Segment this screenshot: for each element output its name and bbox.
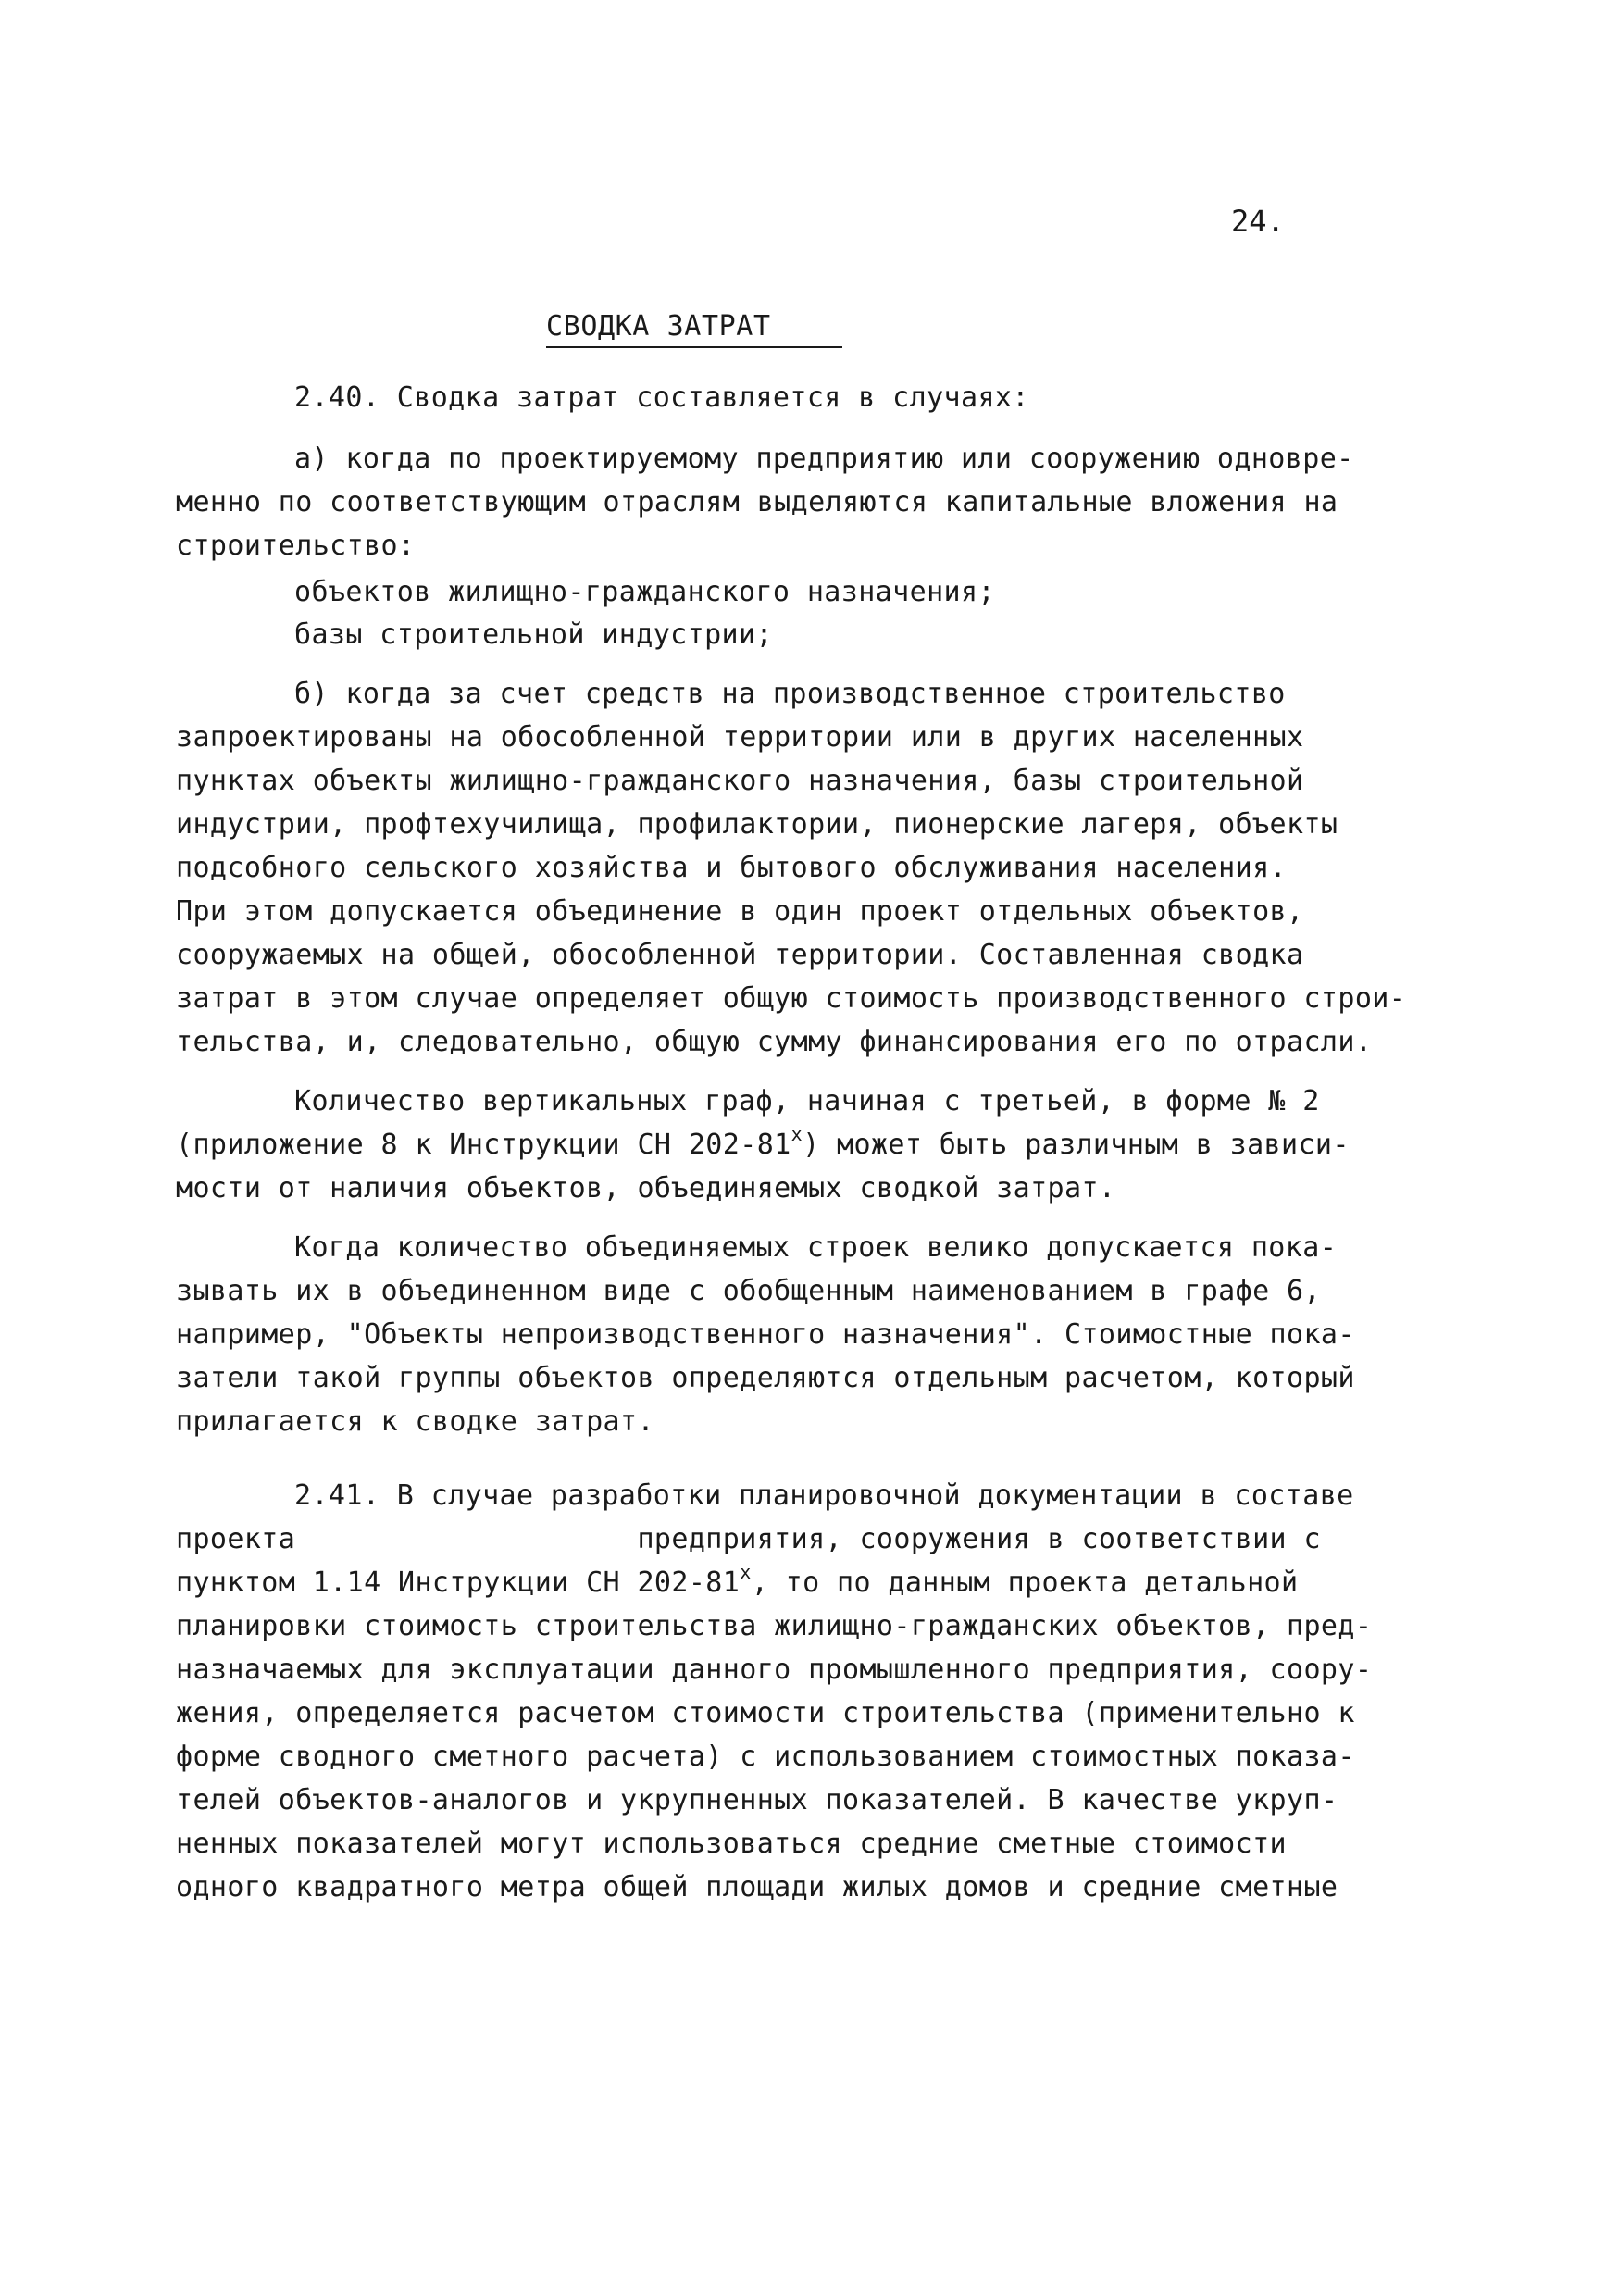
text-line: форме сводного сметного расчета) с использованием стоимостных показа- <box>176 1741 1355 1773</box>
text-line: б) когда за счет средств на производственное строительство <box>294 678 1286 710</box>
superscript: х <box>790 1123 803 1145</box>
text-line: Количество вертикальных граф, начиная с третьей, в форме № 2 <box>294 1085 1320 1117</box>
text-line: сооружаемых на общей, обособленной территории. Составленная сводка <box>176 939 1304 971</box>
text-line: мости от наличия объектов, объединяемых сводкой затрат. <box>176 1172 1116 1204</box>
text-line: затрат в этом случае определяет общую стоимость производственного строи- <box>176 982 1407 1015</box>
text-line: а) когда по проектируемому предприятию или сооружению одновре- <box>294 443 1354 475</box>
text-line: например, "Объекты непроизводственного назначения". Стоимостные пока- <box>176 1318 1355 1351</box>
text-line: объектов жилищно-гражданского назначения; <box>294 576 995 608</box>
text-line: индустрии, профтехучилища, профилактории, пионерские лагеря, объекты <box>176 808 1338 841</box>
text-line: одного квадратного метра общей площади жилых домов и средние сметные <box>176 1871 1338 1903</box>
text-line: подсобного сельского хозяйства и бытового обслуживания населения. <box>176 852 1287 884</box>
text-line: 2.41. В случае разработки планировочной документации в составе <box>294 1479 1354 1512</box>
text-line: проекта предприятия, сооружения в соответствии с <box>176 1523 1321 1555</box>
text-line: планировки стоимость строительства жилищно-гражданских объектов, пред- <box>176 1610 1373 1642</box>
section-heading: СВОДКА ЗАТРАТ <box>546 310 771 343</box>
page-number: 24. <box>1231 204 1285 239</box>
text-line: прилагается к сводке затрат. <box>176 1405 654 1438</box>
text-segment: , то по данным проекта детальной <box>751 1566 1299 1599</box>
text-line: запроектированы на обособленной территории или в других населенных <box>176 721 1304 754</box>
superscript: х <box>740 1561 752 1583</box>
text-line: менно по соответствующим отраслям выделяются капитальные вложения на <box>176 486 1338 518</box>
text-line: телей объектов-аналогов и укрупненных показателей. В качестве укруп- <box>176 1784 1338 1816</box>
text-segment: (приложение 8 к Инструкции СН 202-81 <box>176 1129 791 1161</box>
text-line <box>176 1123 1350 1166</box>
text-line: 2.40. Сводка затрат составляется в случаях: <box>294 381 1029 414</box>
text-line: затели такой группы объектов определяются отдельным расчетом, который <box>176 1362 1355 1394</box>
text-line: пунктах объекты жилищно-гражданского назначения, базы строительной <box>176 765 1304 797</box>
text-line: ненных показателей могут использоваться средние сметные стоимости <box>176 1828 1287 1860</box>
text-line: базы строительной индустрии; <box>294 618 773 651</box>
text-line <box>176 1561 1299 1603</box>
text-line: строительство: <box>176 530 416 562</box>
text-line: тельства, и, следовательно, общую сумму финансирования его по отрасли. <box>176 1026 1373 1058</box>
heading-underline <box>546 346 842 348</box>
text-line: При этом допускается объединение в один проект отдельных объектов, <box>176 895 1304 928</box>
text-line: назначаемых для эксплуатации данного промышленного предприятия, соору- <box>176 1653 1373 1686</box>
text-segment: ) может быть различным в зависи- <box>803 1129 1350 1161</box>
text-line: жения, определяется расчетом стоимости строительства (применительно к <box>176 1697 1355 1729</box>
text-segment: пунктом 1.14 Инструкции СН 202-81 <box>176 1566 741 1599</box>
text-line: Когда количество объединяемых строек велико допускается пока- <box>294 1231 1338 1264</box>
text-line: зывать их в объединенном виде с обобщенным наименованием в графе 6, <box>176 1275 1321 1307</box>
